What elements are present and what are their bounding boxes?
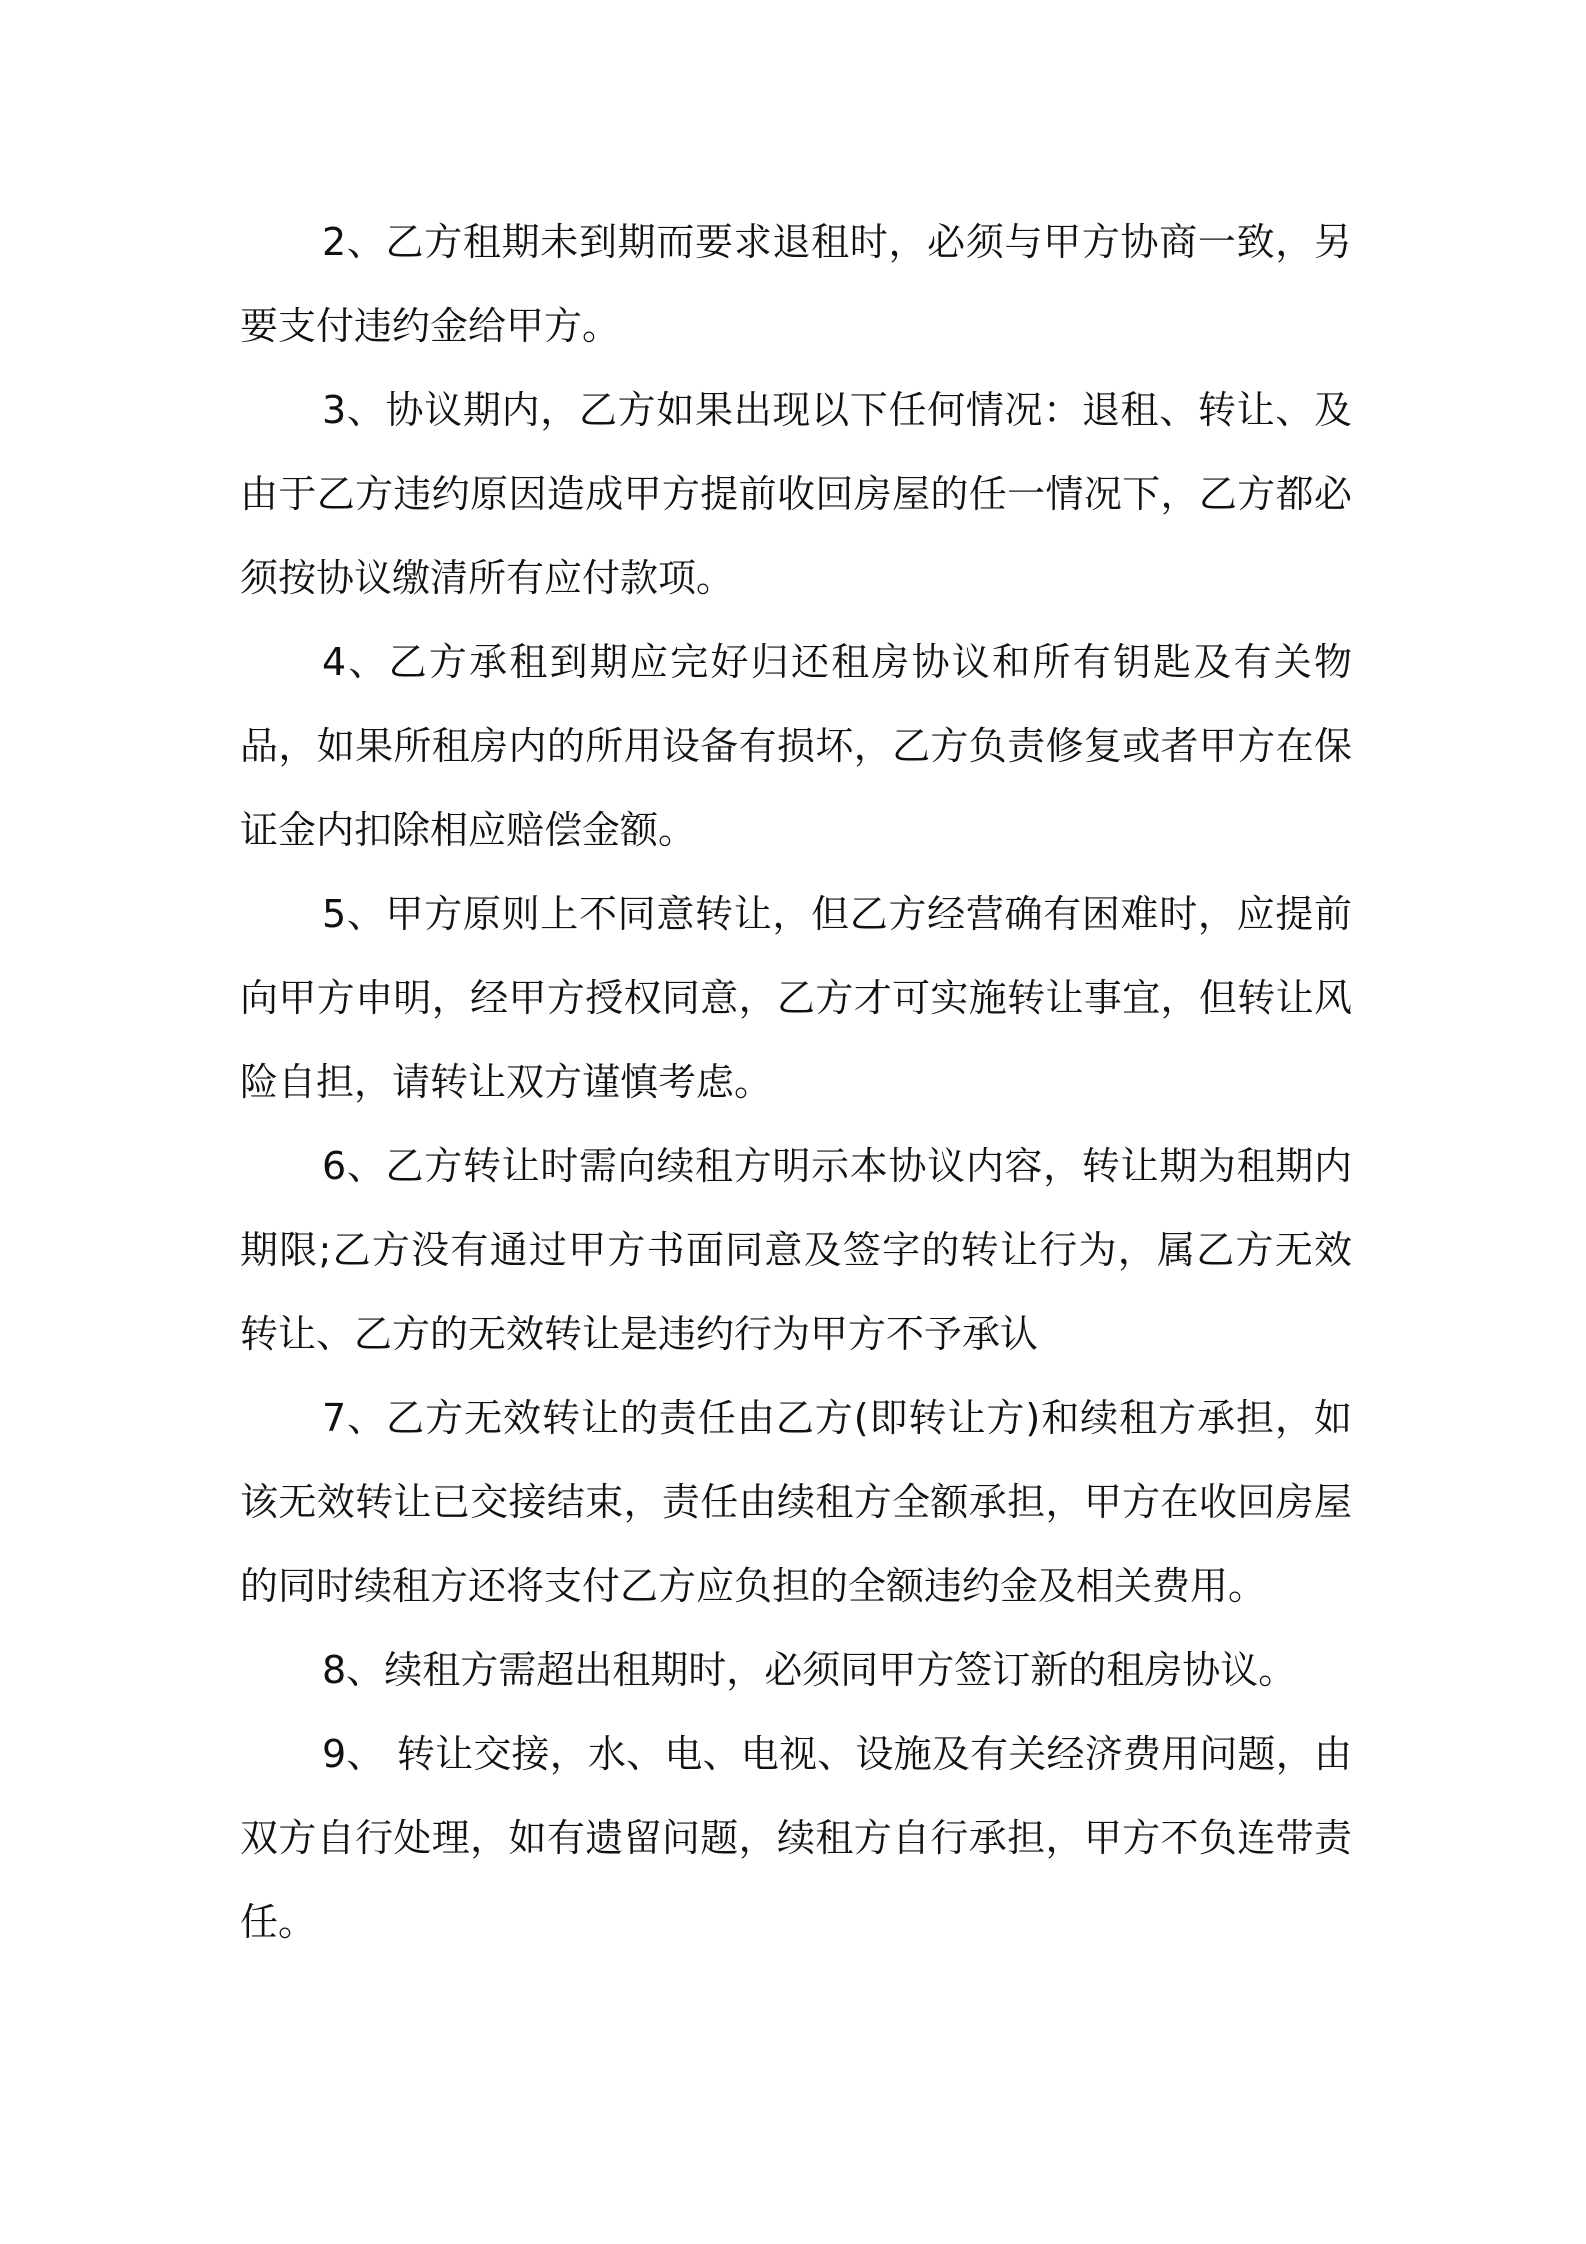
clause-number: 9、 [322,1732,385,1776]
clause-number: 7、 [322,1396,387,1440]
clause-text: 续租方需超出租期时，必须同甲方签订新的租房协议。 [384,1648,1297,1692]
clause-2 [240,200,1352,368]
clause-text: 甲方原则上不同意转让，但乙方经营确有困难时，应提前向甲方申明，经甲方授权同意，乙方才可实施转让事宜，但转让风险自担，请转让双方谨慎考虑。 [240,892,1352,1104]
clause-text: 乙方转让时需向续租方明示本协议内容，转让期为租期内期限;乙方没有通过甲方书面同意及签字的转让行为，属乙方无效转让、乙方的无效转让是违约行为甲方不予承认 [240,1144,1352,1356]
clause-number: 4、 [322,640,389,684]
clause-number: 8、 [322,1648,385,1692]
clause-3 [240,368,1352,620]
clause-7 [240,1376,1352,1628]
clause-number: 5、 [322,892,386,936]
clause-6 [240,1124,1352,1376]
clause-text: 乙方租期未到期而要求退租时，必须与甲方协商一致，另要支付违约金给甲方。 [240,220,1352,348]
clause-number: 6、 [322,1144,386,1188]
clause-9 [240,1712,1352,1964]
clause-number: 3、 [322,388,386,432]
clause-8 [240,1628,1352,1712]
clause-number: 2、 [322,220,386,264]
document-page [240,200,1352,1964]
clause-5 [240,872,1352,1124]
clause-text: 乙方无效转让的责任由乙方(即转让方)和续租方承担，如该无效转让已交接结束，责任由续租方全额承担，甲方在收回房屋的同时续租方还将支付乙方应负担的全额违约金及相关费用。 [240,1396,1352,1608]
clause-4 [240,620,1352,872]
clause-text: 转让交接，水、电、电视、设施及有关经济费用问题，由双方自行处理，如有遗留问题，续租方自行承担，甲方不负连带责任。 [240,1732,1352,1944]
clause-text: 乙方承租到期应完好归还租房协议和所有钥匙及有关物品，如果所租房内的所用设备有损坏，乙方负责修复或者甲方在保证金内扣除相应赔偿金额。 [240,640,1352,852]
clause-text: 协议期内，乙方如果出现以下任何情况：退租、转让、及由于乙方违约原因造成甲方提前收回房屋的任一情况下，乙方都必须按协议缴清所有应付款项。 [240,388,1352,600]
